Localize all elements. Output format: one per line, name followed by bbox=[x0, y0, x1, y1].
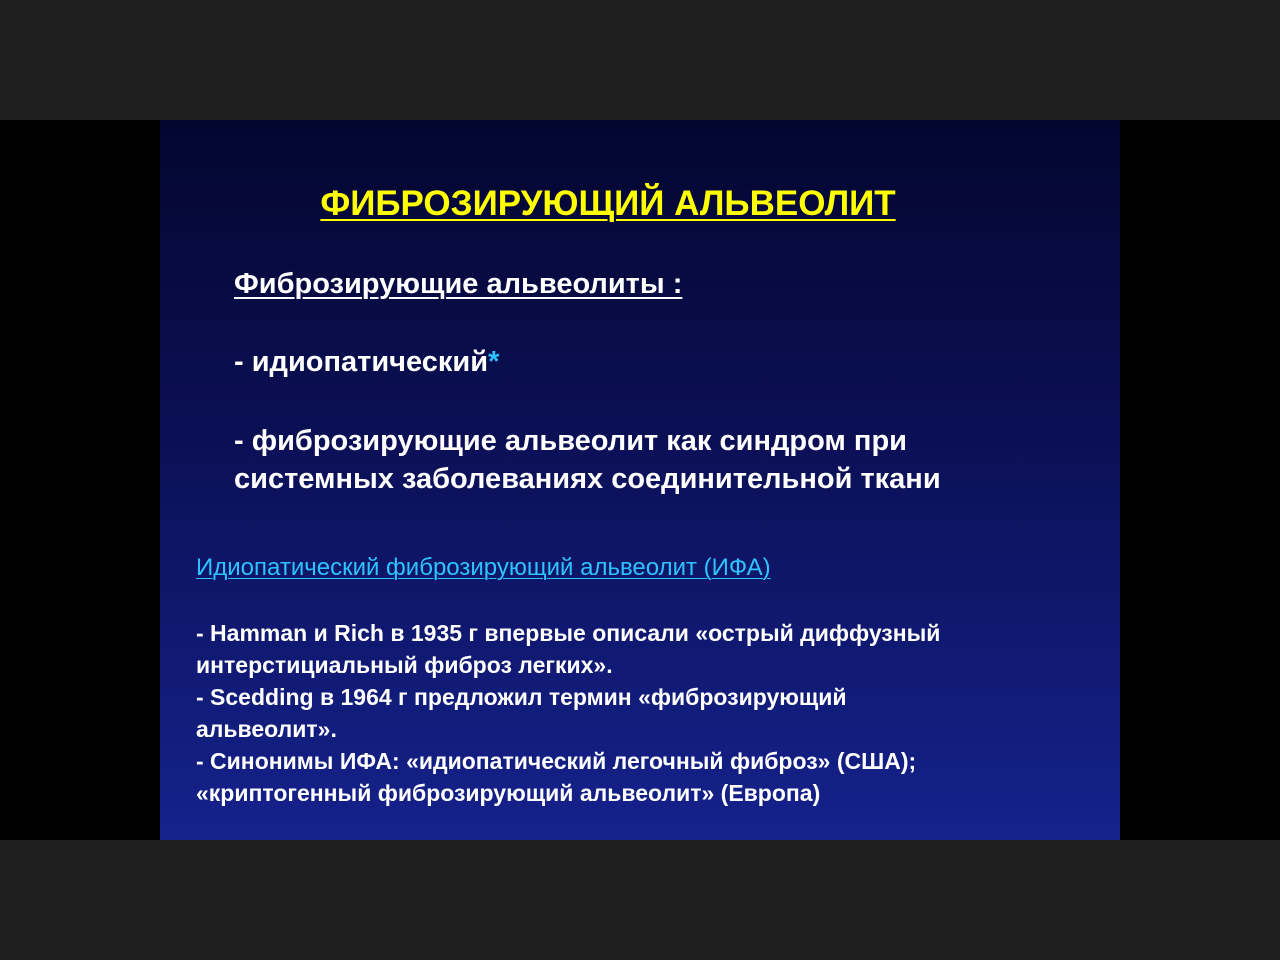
slide-subtitle: Фиброзирующие альвеолиты : bbox=[234, 268, 683, 300]
bullet-syndrome-line: системных заболеваниях соединительной ткани bbox=[234, 463, 941, 495]
asterisk-marker: * bbox=[488, 346, 500, 378]
bullet-idiopathic bbox=[234, 346, 499, 379]
slide bbox=[160, 120, 1120, 840]
fact-line: - Scedding в 1964 г предложил термин «фиброзирующий bbox=[196, 684, 847, 710]
facts-block bbox=[196, 617, 940, 809]
slide-title: ФИБРОЗИРУЮЩИЙ АЛЬВЕОЛИТ bbox=[320, 184, 896, 223]
bullet-idiopathic-text: - идиопатический bbox=[234, 346, 489, 378]
fact-line: - Hamman и Rich в 1935 г впервые описали «острый диффузный bbox=[196, 620, 941, 646]
bottom-letterbox bbox=[0, 840, 1280, 960]
fact-line: альвеолит». bbox=[196, 716, 337, 742]
ifa-heading-link[interactable]: Идиопатический фиброзирующий альвеолит (ИФА) bbox=[196, 554, 771, 581]
fact-line: - Синонимы ИФА: «идиопатический легочный фиброз» (США); bbox=[196, 748, 917, 774]
bullet-syndrome bbox=[234, 422, 941, 498]
fact-line: интерстициальный фиброз легких». bbox=[196, 652, 613, 678]
bullet-syndrome-line: - фиброзирующие альвеолит как синдром при bbox=[234, 425, 907, 457]
slide-stage bbox=[0, 120, 1280, 840]
fact-line: «криптогенный фиброзирующий альвеолит» (Европа) bbox=[196, 780, 821, 806]
top-letterbox bbox=[0, 0, 1280, 120]
